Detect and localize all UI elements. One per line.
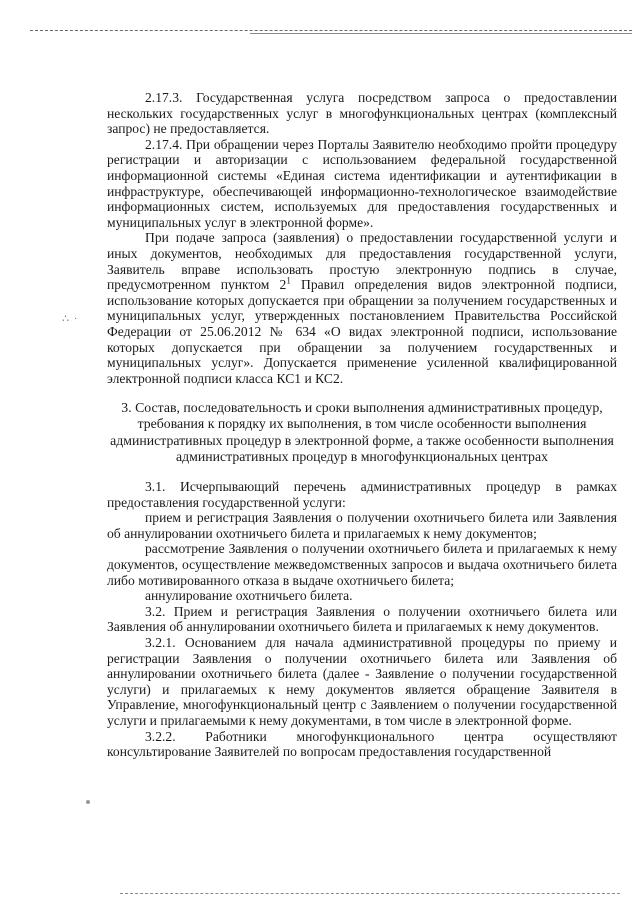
top-scan-rule-secondary: [250, 33, 632, 34]
paragraph-electronic-signature-part2: Правил определения видов электронной подписи, использование которых допускается при обращении за получением государственных и муниципальных услуг, утвержденных постановлением Правительства Российской Федерации от 25.06.2012 № 634 «О видах электронной подписи, использование которых допускается при обращении за получением государственных и муниципальных услуг». Допускается применение усиленной квалифицированной электронной подписи класса КС1 и КС2.: [107, 277, 617, 386]
bottom-scan-rule: [120, 893, 620, 894]
list-item-annulment: аннулирование охотничьего билета.: [145, 588, 353, 604]
paragraph-3-1: 3.1. Исчерпывающий перечень административных процедур в рамках предоставления государственной услуги:: [107, 479, 617, 510]
section-3-heading: 3. Состав, последовательность и сроки выполнения административных процедур, требования к порядку их выполнения, в том числе особенности выполнения административных процедур в электронной форме, а также особенности выполнения административных процедур в многофункциональных центрах: [110, 400, 614, 464]
margin-mark: ∴ ·: [62, 313, 79, 325]
document-page: [107, 90, 617, 760]
margin-dot: [86, 800, 90, 804]
top-scan-rule: [30, 30, 632, 31]
paragraph-3-2-2: 3.2.2. Работники многофункционального центра осуществляют консультирование Заявителей по вопросам предоставления государственной: [107, 728, 617, 760]
paragraph-3-2: 3.2. Прием и регистрация Заявления о получении охотничьего билета или Заявления об аннулировании охотничьего билета и прилагаемых к нему документов.: [107, 603, 617, 635]
paragraph-2-17-3: 2.17.3. Государственная услуга посредством запроса о предоставлении нескольких государственных услуг в многофункциональных центрах (комплексный запрос) не предоставляется.: [107, 90, 617, 137]
list-item-reception: прием и регистрация Заявления о получении охотничьего билета или Заявления об аннулировании охотничьего билета и прилагаемых к нему документов;: [107, 510, 617, 541]
list-item-review: рассмотрение Заявления о получении охотничьего билета и прилагаемых к нему документов, осуществление межведомственных запросов и выдача охотничьего билета либо мотивированного отказа в выдаче охотничьего билета;: [107, 541, 617, 588]
paragraph-electronic-signature-part1: При подаче запроса (заявления) о предоставлении государственной услуги и иных документов, необходимых для предоставления государственной услуги, Заявитель вправе использовать простую электронную подпись в случае, предусмотренном пунктом 2: [107, 230, 617, 293]
paragraph-electronic-signature: [107, 230, 617, 386]
paragraph-3-2-1: 3.2.1. Основанием для начала административной процедуры по приему и регистрации Заявления о получении охотничьего билета или Заявления об аннулировании охотничьего билета (далее - Заявление о получении государственной услуги) и прилагаемых к нему документов является обращение Заявителя в Управление, многофункциональный центр с Заявлением о получении государственной услуги и прилагаемыми к нему документами, в том числе в электронной форме.: [107, 635, 617, 728]
paragraph-2-17-4: 2.17.4. При обращении через Порталы Заявителю необходимо пройти процедуру регистрации и авторизации с использованием федеральной государственной информационной системы «Единая система идентификации и аутентификации в инфраструктуре, обеспечивающей информационно-технологическое взаимодействие информационных систем, используемых для предоставления государственных и муниципальных услуг в электронной форме».: [107, 136, 617, 230]
footnote-mark: 1: [286, 275, 291, 286]
